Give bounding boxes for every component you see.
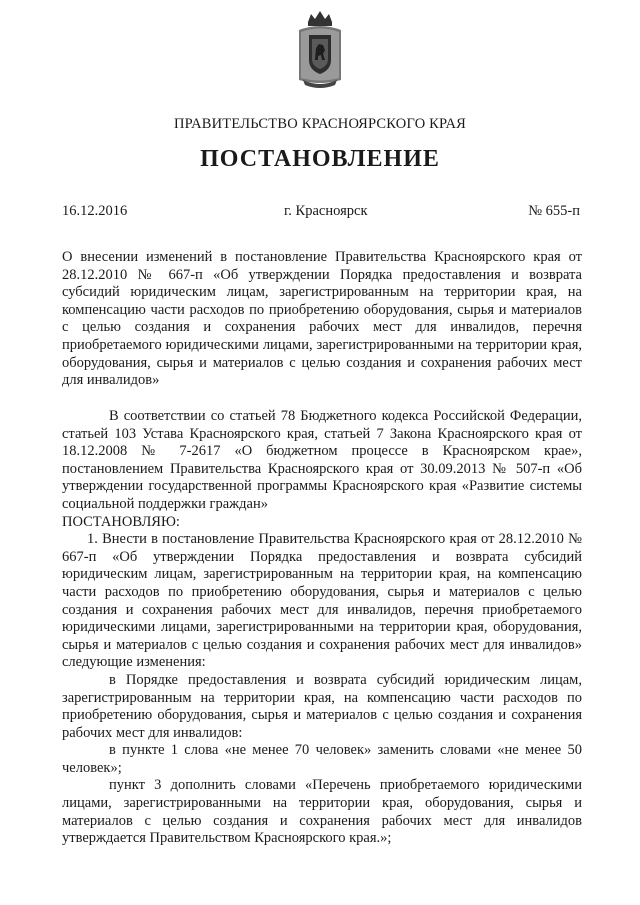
item-1-paragraph: 1. Внести в постановление Правительства Красноярского края от 28.12.2010 № 667-п «Об утверждении Порядка предоставления и возврата субсидий юридическим лицам, зарегистрированным на территории края, на компенсацию части расходов по приобретению оборудования, сырья и материалов с целью создания и сохранения рабочих мест для инвалидов, перечня приобретаемого юридическими лицами, зарегистрированными на территории края, оборудования, сырья и материалов с целью создания и сохранения рабочих мест для инвалидов» следующие изменения: bbox=[62, 531, 582, 671]
document-date: 16.12.2016 bbox=[62, 203, 128, 219]
document-type-title: ПОСТАНОВЛЕНИЕ bbox=[200, 146, 440, 172]
resolve-keyword: ПОСТАНОВЛЯЮ: bbox=[62, 513, 180, 530]
document-meta-row bbox=[62, 203, 580, 223]
coat-of-arms-emblem bbox=[295, 8, 345, 88]
document-number: № 655-п bbox=[528, 203, 580, 219]
preamble-paragraph: В соответствии со статьей 78 Бюджетного кодекса Российской Федерации, статьей 103 Устава Красноярского края, статьей 7 Закона Красноярского края от 18.12.2008 № 7-2617 «О бюджетном процессе в Красноярском крае», постановлением Правительства Красноярского края от 30.09.2013 № 507-п «Об утверждении государственной программы Красноярского края «Развитие системы социальной поддержки граждан» bbox=[62, 408, 582, 512]
item-1a1-paragraph: в пункте 1 слова «не менее 70 человек» заменить словами «не менее 50 человек»; bbox=[62, 742, 582, 776]
document-body bbox=[62, 408, 582, 848]
item-1a-paragraph: в Порядке предоставления и возврата субсидий юридическим лицам, зарегистрированным на территории края, на компенсацию части расходов по приобретению оборудования, сырья и материалов с целью создания и сохранения рабочих мест для инвалидов: bbox=[62, 671, 582, 741]
item-1a2-paragraph: пункт 3 дополнить словами «Перечень приобретаемого юридическими лицами, зарегистрированными на территории края, оборудования, сырья и материалов с целью создания и сохранения рабочих мест для инвалидов утверждается Правительством Красноярского края.»; bbox=[62, 777, 582, 847]
government-name: ПРАВИТЕЛЬСТВО КРАСНОЯРСКОГО КРАЯ bbox=[173, 116, 467, 132]
document-city: г. Красноярск bbox=[284, 203, 368, 219]
document-subject: О внесении изменений в постановление Правительства Красноярского края от 28.12.2010 № 667-п «Об утверждении Порядка предоставления и возврата субсидий юридическим лицам, зарегистрированным на территории края, на компенсацию части расходов по приобретению оборудования, сырья и материалов с целью создания и сохранения рабочих мест для инвалидов, перечня приобретаемого юридическими лицами, зарегистрированными на территории края, оборудования, сырья и материалов с целью создания и сохранения рабочих мест для инвалидов» bbox=[62, 249, 582, 389]
